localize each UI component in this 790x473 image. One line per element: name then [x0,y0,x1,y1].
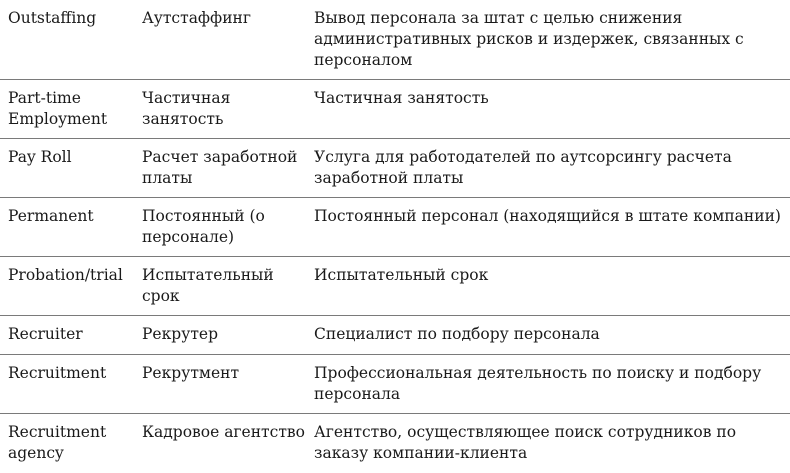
table-row [0,139,790,198]
term-description: Вывод персонала за штат с целью снижения административных рисков и издержек, связанных с персоналом [314,9,744,69]
term-ru: Постоянный (о персонале) [142,207,265,246]
table-row [0,355,790,414]
term-description: Испытательный срок [314,266,489,284]
table-row [0,257,790,316]
term-ru: Испытательный срок [142,266,274,305]
term-description: Профессиональная деятельность по поиску и подбору персонала [314,364,762,403]
term-description: Частичная занятость [314,89,489,107]
table-row [0,316,790,355]
term-ru: Расчет заработной платы [142,148,298,187]
term-ru: Рекрутер [142,325,219,343]
table-row [0,414,790,473]
term-ru: Рекрутмент [142,364,240,382]
term-description: Специалист по подбору персонала [314,325,600,343]
term-en: Recruitment [8,364,107,382]
table-row [0,0,790,80]
term-description: Услуга для работодателей по аутсорсингу расчета заработной платы [314,148,732,187]
table-row [0,80,790,139]
term-en: Outstaffing [8,9,97,27]
term-en: Pay Roll [8,148,72,166]
term-en: Probation/trial [8,266,123,284]
term-ru: Аутстаффинг [142,9,251,27]
term-en: Recruitment agency [8,423,107,462]
term-en: Recruiter [8,325,83,343]
term-description: Агентство, осуществляющее поиск сотрудников по заказу компании-клиента [314,423,737,462]
term-en: Permanent [8,207,94,225]
term-ru: Кадровое агентство [142,423,305,441]
term-ru: Частичная занятость [142,89,231,128]
table-row [0,198,790,257]
term-description: Постоянный персонал (находящийся в штате компании) [314,207,781,225]
term-en: Part-time Employment [8,89,108,128]
